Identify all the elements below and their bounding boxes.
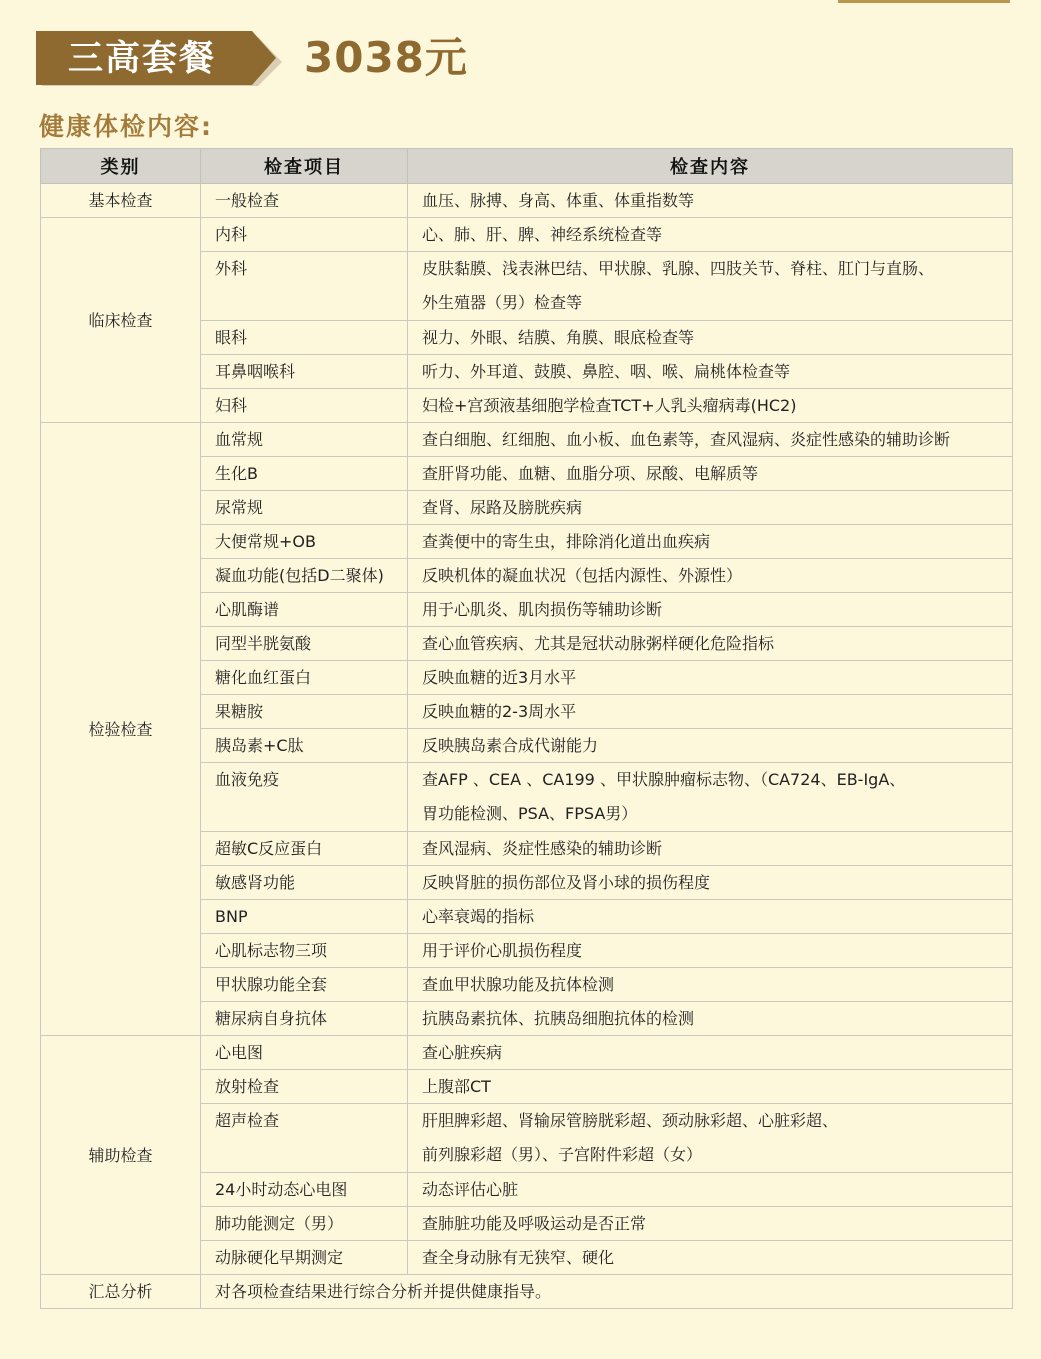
exam-content: 心率衰竭的指标	[408, 900, 1013, 934]
table-row	[41, 1036, 1013, 1070]
exam-item: 心电图	[201, 1036, 408, 1070]
exam-item: 同型半胱氨酸	[201, 627, 408, 661]
exam-content	[408, 252, 1013, 321]
exam-table	[40, 148, 1013, 1309]
exam-item: 凝血功能(包括D二聚体)	[201, 559, 408, 593]
exam-content: 查全身动脉有无狭窄、硬化	[408, 1241, 1013, 1275]
header-item: 检查项目	[201, 149, 408, 184]
exam-item: 尿常规	[201, 491, 408, 525]
exam-content	[408, 1104, 1013, 1173]
exam-item: 外科	[201, 252, 408, 321]
exam-content: 查心血管疾病、尤其是冠状动脉粥样硬化危险指标	[408, 627, 1013, 661]
exam-item: 果糖胺	[201, 695, 408, 729]
table-row	[41, 218, 1013, 252]
package-banner	[36, 31, 282, 86]
exam-item: 血液免疫	[201, 763, 408, 832]
exam-item: 糖化血红蛋白	[201, 661, 408, 695]
exam-content: 查心脏疾病	[408, 1036, 1013, 1070]
exam-content: 反映血糖的2-3周水平	[408, 695, 1013, 729]
exam-item: 糖尿病自身抗体	[201, 1002, 408, 1036]
exam-content-line: 前列腺彩超（男）、子宫附件彩超（女）	[422, 1145, 703, 1164]
table-row	[41, 1275, 1013, 1309]
exam-content: 动态评估心脏	[408, 1173, 1013, 1207]
exam-item: 生化B	[201, 457, 408, 491]
exam-content: 查肺脏功能及呼吸运动是否正常	[408, 1207, 1013, 1241]
exam-item: 血常规	[201, 423, 408, 457]
exam-content-line: 外生殖器（男）检查等	[422, 293, 583, 312]
header-content: 检查内容	[408, 149, 1013, 184]
exam-item: 放射检查	[201, 1070, 408, 1104]
exam-content: 抗胰岛素抗体、抗胰岛细胞抗体的检测	[408, 1002, 1013, 1036]
exam-content	[408, 763, 1013, 832]
header-category: 类别	[41, 149, 201, 184]
exam-content: 反映机体的凝血状况（包括内源性、外源性）	[408, 559, 1013, 593]
exam-content-line: 查AFP 、CEA 、CA199 、甲状腺肿瘤标志物、（CA724、EB-IgA、	[422, 770, 906, 789]
exam-content: 反映胰岛素合成代谢能力	[408, 729, 1013, 763]
exam-content: 查白细胞、红细胞、血小板、血色素等，查风湿病、炎症性感染的辅助诊断	[408, 423, 1013, 457]
exam-content: 心、肺、肝、脾、神经系统检查等	[408, 218, 1013, 252]
exam-item: 甲状腺功能全套	[201, 968, 408, 1002]
exam-content-line: 肝胆脾彩超、肾输尿管膀胱彩超、颈动脉彩超、心脏彩超、	[422, 1111, 839, 1130]
summary-text: 对各项检查结果进行综合分析并提供健康指导。	[201, 1275, 1013, 1309]
category-summary: 汇总分析	[41, 1275, 201, 1309]
exam-content: 查血甲状腺功能及抗体检测	[408, 968, 1013, 1002]
exam-content: 上腹部CT	[408, 1070, 1013, 1104]
exam-content: 查肝肾功能、血糖、血脂分项、尿酸、电解质等	[408, 457, 1013, 491]
category-basic: 基本检查	[41, 184, 201, 218]
exam-item: 24小时动态心电图	[201, 1173, 408, 1207]
exam-item: 耳鼻咽喉科	[201, 355, 408, 389]
table-row	[41, 184, 1013, 218]
category-lab: 检验检查	[41, 423, 201, 1036]
table-row	[41, 423, 1013, 457]
exam-item: BNP	[201, 900, 408, 934]
exam-content: 视力、外眼、结膜、角膜、眼底检查等	[408, 321, 1013, 355]
exam-item: 胰岛素+C肽	[201, 729, 408, 763]
exam-item: 眼科	[201, 321, 408, 355]
exam-content: 反映肾脏的损伤部位及肾小球的损伤程度	[408, 866, 1013, 900]
table-header-row	[41, 149, 1013, 184]
exam-content: 查肾、尿路及膀胱疾病	[408, 491, 1013, 525]
category-clinical: 临床检查	[41, 218, 201, 423]
exam-content: 用于评价心肌损伤程度	[408, 934, 1013, 968]
exam-item: 妇科	[201, 389, 408, 423]
exam-item: 心肌标志物三项	[201, 934, 408, 968]
section-title: 健康体检内容:	[39, 112, 213, 141]
exam-content: 用于心肌炎、肌肉损伤等辅助诊断	[408, 593, 1013, 627]
exam-item: 动脉硬化早期测定	[201, 1241, 408, 1275]
exam-content-line: 皮肤黏膜、浅表淋巴结、甲状腺、乳腺、四肢关节、脊柱、肛门与直肠、	[422, 259, 935, 278]
exam-content: 查风湿病、炎症性感染的辅助诊断	[408, 832, 1013, 866]
exam-item: 超敏C反应蛋白	[201, 832, 408, 866]
exam-content: 反映血糖的近3月水平	[408, 661, 1013, 695]
exam-content: 妇检+宫颈液基细胞学检查TCT+人乳头瘤病毒(HC2)	[408, 389, 1013, 423]
package-price: 3038元	[304, 33, 468, 82]
exam-content: 听力、外耳道、鼓膜、鼻腔、咽、喉、扁桃体检查等	[408, 355, 1013, 389]
exam-item: 内科	[201, 218, 408, 252]
category-aux: 辅助检查	[41, 1036, 201, 1275]
exam-item: 敏感肾功能	[201, 866, 408, 900]
exam-item: 一般检查	[201, 184, 408, 218]
exam-content-line: 胃功能检测、PSA、FPSA男）	[422, 804, 638, 823]
exam-item: 超声检查	[201, 1104, 408, 1173]
exam-item: 肺功能测定（男）	[201, 1207, 408, 1241]
exam-item: 心肌酶谱	[201, 593, 408, 627]
top-accent-bar	[838, 0, 1010, 3]
exam-content: 血压、脉搏、身高、体重、体重指数等	[408, 184, 1013, 218]
exam-item: 大便常规+OB	[201, 525, 408, 559]
exam-content: 查粪便中的寄生虫，排除消化道出血疾病	[408, 525, 1013, 559]
package-title: 三高套餐	[68, 39, 217, 79]
